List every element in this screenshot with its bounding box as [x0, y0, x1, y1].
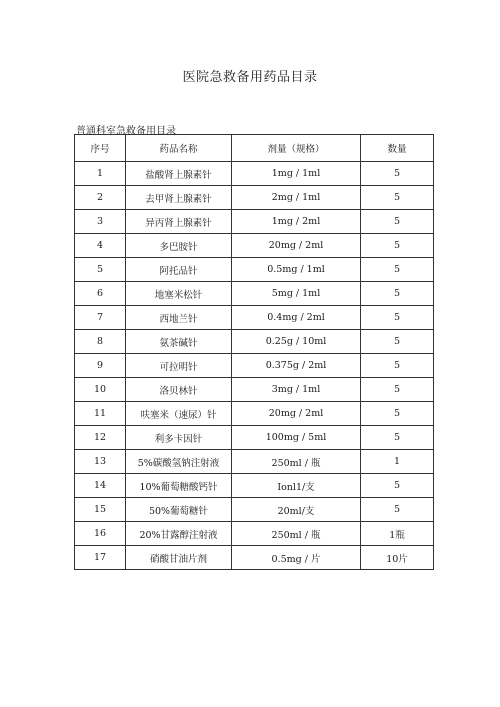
header-drug-name: 药品名称	[126, 135, 232, 162]
cell-dose: 1mg / 1ml	[232, 162, 361, 186]
cell-dose: 250ml / 瓶	[232, 522, 361, 546]
cell-dose: 250ml / 瓶	[232, 450, 361, 474]
cell-drug-name: 20%甘露醇注射液	[126, 522, 232, 546]
cell-no: 13	[75, 450, 126, 474]
cell-drug-name: 5%碳酸氢钠注射液	[126, 450, 232, 474]
table-row	[75, 330, 434, 354]
cell-quantity: 1	[361, 450, 434, 474]
table-row	[75, 186, 434, 210]
cell-no: 15	[75, 498, 126, 522]
cell-dose: 100mg / 5ml	[232, 426, 361, 450]
cell-dose: 20ml/支	[232, 498, 361, 522]
cell-dose: 1mg / 2ml	[232, 210, 361, 234]
cell-no: 12	[75, 426, 126, 450]
table-row	[75, 234, 434, 258]
table-row	[75, 498, 434, 522]
cell-quantity: 5	[361, 186, 434, 210]
cell-no: 7	[75, 306, 126, 330]
cell-dose: 3mg / 1ml	[232, 378, 361, 402]
cell-drug-name: 阿托品针	[126, 258, 232, 282]
table-row	[75, 162, 434, 186]
table-row	[75, 354, 434, 378]
table-header-row	[75, 135, 434, 162]
cell-quantity: 5	[361, 258, 434, 282]
cell-no: 4	[75, 234, 126, 258]
cell-no: 6	[75, 282, 126, 306]
drug-table	[74, 134, 434, 570]
cell-drug-name: 硝酸甘油片剂	[126, 546, 232, 570]
cell-quantity: 5	[361, 210, 434, 234]
table-row	[75, 402, 434, 426]
cell-drug-name: 洛贝林针	[126, 378, 232, 402]
cell-drug-name: 多巴胺针	[126, 234, 232, 258]
table-row	[75, 546, 434, 570]
header-quantity: 数量	[361, 135, 434, 162]
cell-quantity: 5	[361, 330, 434, 354]
table-row	[75, 378, 434, 402]
table-row	[75, 474, 434, 498]
cell-dose: 0.5mg / 1ml	[232, 258, 361, 282]
cell-dose: 0.4mg / 2ml	[232, 306, 361, 330]
cell-quantity: 5	[361, 402, 434, 426]
cell-dose: 0.375g / 2ml	[232, 354, 361, 378]
cell-quantity: 10片	[361, 546, 434, 570]
cell-no: 11	[75, 402, 126, 426]
cell-quantity: 5	[361, 282, 434, 306]
cell-drug-name: 西地兰针	[126, 306, 232, 330]
cell-no: 2	[75, 186, 126, 210]
header-dose: 剂量（规格）	[232, 135, 361, 162]
cell-drug-name: 利多卡因针	[126, 426, 232, 450]
cell-no: 14	[75, 474, 126, 498]
cell-quantity: 5	[361, 426, 434, 450]
cell-quantity: 5	[361, 354, 434, 378]
cell-quantity: 5	[361, 498, 434, 522]
cell-drug-name: 地塞米松针	[126, 282, 232, 306]
table-row	[75, 258, 434, 282]
cell-drug-name: 盐酸肾上腺素针	[126, 162, 232, 186]
table-row	[75, 306, 434, 330]
table-row	[75, 210, 434, 234]
cell-dose: 20mg / 2ml	[232, 402, 361, 426]
cell-drug-name: 呋塞米（速尿）针	[126, 402, 232, 426]
cell-drug-name: 50%葡萄糖针	[126, 498, 232, 522]
table-row	[75, 282, 434, 306]
cell-quantity: 5	[361, 474, 434, 498]
cell-no: 5	[75, 258, 126, 282]
cell-no: 9	[75, 354, 126, 378]
cell-drug-name: 氨茶碱针	[126, 330, 232, 354]
cell-no: 1	[75, 162, 126, 186]
header-no: 序号	[75, 135, 126, 162]
cell-no: 10	[75, 378, 126, 402]
cell-quantity: 5	[361, 306, 434, 330]
cell-quantity: 5	[361, 378, 434, 402]
cell-dose: 0.25g / 10ml	[232, 330, 361, 354]
cell-dose: 20mg / 2ml	[232, 234, 361, 258]
cell-no: 8	[75, 330, 126, 354]
document-title: 医院急救备用药品目录	[182, 70, 318, 85]
cell-drug-name: 异丙肾上腺素针	[126, 210, 232, 234]
cell-quantity: 1瓶	[361, 522, 434, 546]
cell-drug-name: 10%葡萄糖酸钙针	[126, 474, 232, 498]
cell-drug-name: 去甲肾上腺素针	[126, 186, 232, 210]
cell-dose: 0.5mg / 片	[232, 546, 361, 570]
cell-no: 16	[75, 522, 126, 546]
cell-quantity: 5	[361, 162, 434, 186]
table-row	[75, 426, 434, 450]
section-title: 普通科室急救备用目录	[76, 126, 176, 137]
cell-dose: 5mg / 1ml	[232, 282, 361, 306]
cell-dose: 2mg / 1ml	[232, 186, 361, 210]
cell-no: 3	[75, 210, 126, 234]
table-row	[75, 522, 434, 546]
table-row	[75, 450, 434, 474]
cell-dose: Ionl1/支	[232, 474, 361, 498]
cell-quantity: 5	[361, 234, 434, 258]
cell-drug-name: 可拉明针	[126, 354, 232, 378]
cell-no: 17	[75, 546, 126, 570]
